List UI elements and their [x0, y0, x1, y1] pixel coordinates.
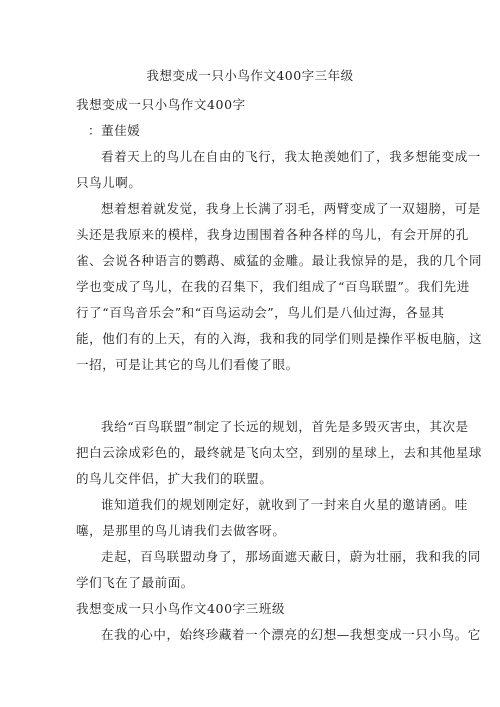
text-line: 一招，可是让其它的鸟儿们看傻了眼。: [76, 357, 299, 372]
text-line: 我想变成一只小鸟作文400字三班级: [76, 601, 286, 616]
text-line: 谁知道我们的规划刚定好，就收到了一封来自火星的邀请函。哇: [101, 497, 468, 512]
text-line: 只鸟儿啊。: [76, 175, 142, 190]
text-line: 行了“百鸟音乐会”和“百鸟运动会”，鸟儿们是八仙过海，各显其: [76, 305, 445, 320]
text-line: 学们飞在了最前面。: [76, 575, 194, 590]
author-line: ：董佳媛: [88, 123, 141, 138]
document-title: 我想变成一只小鸟作文400字三年级: [146, 68, 354, 83]
text-line: 噻，是那里的鸟儿请我们去做客呀。: [76, 523, 286, 538]
text-line: 能，他们有的上天，有的入海，我和我的同学们则是操作平板电脑，这: [76, 331, 483, 346]
text-line: 的鸟儿交伴侣，扩大我们的联盟。: [76, 471, 273, 486]
text-line: 想着想着就发觉，我身上长满了羽毛，两臂变成了一双翅膀，可是: [101, 201, 481, 216]
subtitle-line: 我想变成一只小鸟作文400字: [76, 97, 246, 112]
text-line: 学也变成了鸟儿，在我的召集下，我们组成了“百鸟联盟”。我们先进: [76, 279, 470, 294]
text-line: 在我的心中，始终珍藏着一个漂亮的幻想—我想变成一只小鸟。它: [101, 627, 481, 642]
document-body: [76, 92, 483, 648]
paragraph-gap: [76, 378, 432, 414]
text-line: 看着天上的鸟儿在自由的飞行，我太艳羡她们了，我多想能变成一: [101, 149, 481, 164]
text-line: 把白云涂成彩色的，最终就是飞向太空，到别的星球上，去和其他星球: [76, 445, 483, 460]
text-line: 头还是我原来的模样，我身边围围着各种各样的鸟儿，有会开屏的孔: [76, 227, 470, 242]
text-line: 走起，百鸟联盟动身了，那场面遮天蔽日，蔚为壮丽，我和我的同: [101, 549, 481, 564]
text-line: 雀、会说各种语言的鹦鹉、威猛的金雕。最让我惊异的是，我的几个同: [76, 253, 483, 268]
text-line: 我给“百鸟联盟”制定了长远的规划，首先是多毁灭害虫，其次是: [101, 419, 469, 434]
